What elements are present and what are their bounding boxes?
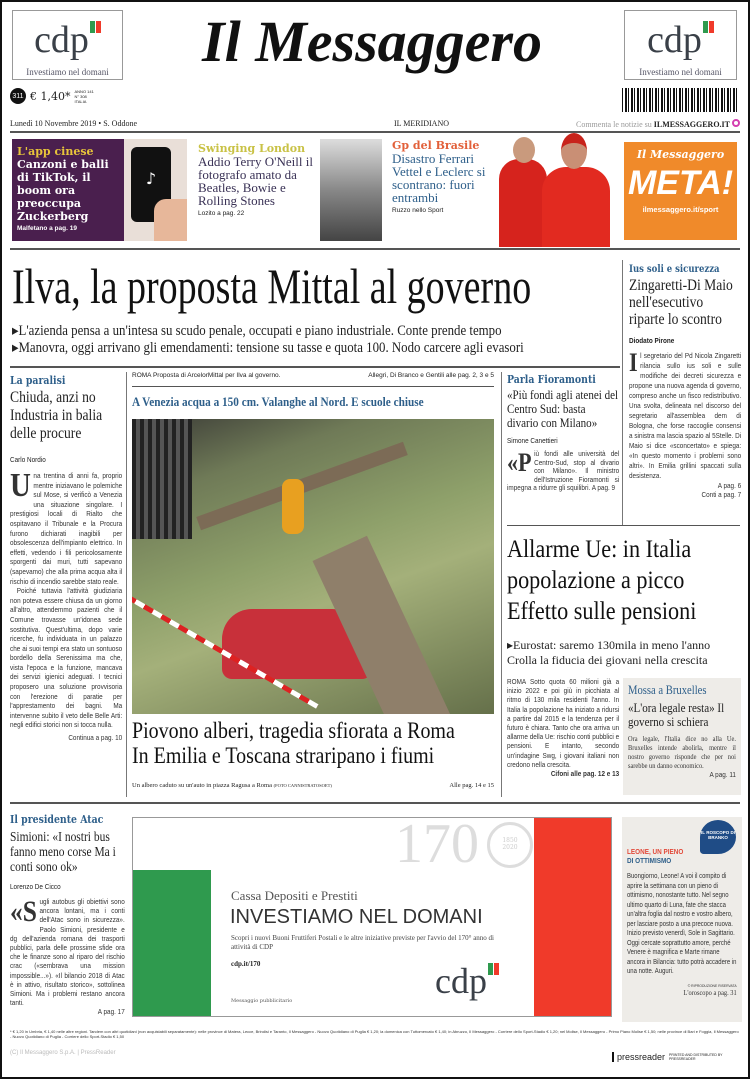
ferrari-drivers-photo (497, 133, 612, 247)
article-author: Diodato Pirone (629, 336, 675, 345)
article-kicker: Mossa a Bruxelles (628, 683, 707, 697)
lead-bullet: ▸L'azienda pensa a un'intesa su scudo penale, occupati e piano industriale. Conte prende tempo (12, 323, 502, 339)
article-bruxelles[interactable] (623, 678, 741, 795)
article-kicker: Il presidente Atac (10, 813, 104, 826)
pressreader-note: PRINTED AND DISTRIBUTED BY PRESSREADER (669, 1053, 723, 1061)
article-fioramonti[interactable] (507, 373, 619, 493)
center-kicker[interactable]: A Venezia acqua a 150 cm. Valanghe al Nord. E scuole chiuse (132, 395, 424, 409)
photo-credit: (FOTO CANNISTRATOSOET) (273, 783, 332, 788)
ad-red-band (534, 818, 611, 1017)
article-body: l segretario del Pd Nicola Zingaretti rilancia sullo ius soli e sulle modifiche dei decreti sicurezza e propone una nuova agenda di governo, compreso anche un fisco redistributivo. Una svolta, delineata nel discorso del segretario all'assemblea dem di Bologna, che forse raccoglie consensi a sinistra ma lascia spazio al 5Stelle. Di Maio si dice «sconcertato» e spiega: «In questo momento i problemi sono altri». In Emilia grillini spaccati sulla desistenza. (629, 351, 742, 480)
lead-bullets (12, 323, 524, 357)
subhead: Eurostat: saremo 130mila in meno l'anno (513, 638, 711, 652)
teaser-tiktok[interactable] (12, 139, 124, 241)
ad-170: 170 (395, 817, 479, 875)
ad-org: Cassa Depositi e Prestiti (231, 888, 358, 903)
ad-cdp-logo: cdp (435, 961, 487, 1001)
dropcap: «S (10, 895, 37, 928)
branko-badge: IL ROSCOPO DI BRANKO (700, 820, 736, 854)
cdp-ad-right[interactable] (624, 10, 737, 80)
horoscope-kicker: LEONE, UN PIENO DI OTTIMISMO (627, 847, 684, 865)
comment-link[interactable]: Commenta le notizie su ILMESSAGGERO.IT (576, 119, 740, 129)
ad-tagline: Investiamo nel domani (26, 67, 109, 77)
cdp-advertisement[interactable] (132, 817, 612, 1017)
dropcap: «P (507, 448, 532, 477)
dropcap: I (629, 348, 638, 377)
teaser-meta-sport[interactable] (624, 142, 737, 240)
price-block (10, 88, 97, 104)
comment-icon (732, 119, 740, 127)
article-headline: «Più fondi agli atenei del Centro Sud: basta divario con Milano» (507, 387, 619, 430)
cdp-ad-left[interactable] (12, 10, 123, 80)
topline-right: Allegri, Di Branco e Gentili alle pag. 2, 3 e 5 (368, 372, 494, 379)
teaser-kicker: Gp del Brasile (392, 139, 480, 152)
article-allarme-body[interactable] (507, 677, 619, 778)
article-body: na trentina di anni fa, proprio mentre iniziavano le polemiche sul Mose, si verificò a Venezia una situazione singolare. I prestigiosi locali di Rialto che ospitavano il Tribunale e la Procura furono dichiarati inagibili per obsolescenza dell'impianto elettrico. In effetti, vedendo i fili pericolosamente sporgenti dai muri, tutti sapevano (sapevamo) che alla prima acqua alta il rischio di incendio sarebbe stato reale. (10, 471, 123, 586)
article-headline: «L'ora legale resta» Il governo si schiera (628, 700, 725, 729)
caption-text: Un albero caduto su un'auto in piazza Ragusa a Roma (132, 782, 272, 789)
horoscope-box[interactable] (622, 817, 742, 1022)
price: € 1,40* (30, 89, 71, 103)
ad-text: Scopri i nuovi Buoni Fruttiferi Postali e le altre iniziative previste per l'avvio del 170° anno di attività di CDP (231, 934, 495, 951)
center-headline[interactable] (132, 719, 455, 769)
barcode (622, 88, 737, 112)
article-headline: Simioni: «I nostri bus fanno meno corse Ma i conti sono ok» (10, 829, 116, 874)
article-kicker: La paralisi (10, 374, 66, 387)
teaser-brand: Il Messaggero (636, 148, 725, 161)
article-ref: Conti a pag. 7 (701, 490, 742, 499)
fallen-tree-photo (132, 419, 494, 714)
section-label: IL MERIDIANO (393, 119, 450, 128)
article-ref: A pag. 17 (97, 1007, 125, 1017)
pressreader-logo: pressreader (612, 1052, 665, 1062)
dropcap: U (10, 467, 31, 504)
article-author: Lorenzo De Cicco (10, 882, 61, 891)
cdp-logo: cdp (647, 19, 702, 61)
teaser-ref: Malfetano a pag. 19 (17, 225, 77, 232)
ad-green-band (133, 870, 211, 1017)
article-ref: Cifoni alle pag. 12 e 13 (550, 769, 620, 779)
allarme-subheads: ▸Eurostat: saremo 130mila in meno l'anno Crolla la fiducia dei giovani nella crescita (507, 638, 711, 667)
terry-oneill-photo (320, 139, 382, 241)
teaser-headline: Canzoni e balli di TikTok, il boom ora preoccupa Zuckerberg (17, 158, 109, 223)
price-note: ANNO 141 N° 308 ITALIA (74, 88, 94, 104)
article-headline: Chiuda, anzi no Industria in balia delle procure (10, 389, 103, 442)
article-ref: Continua a pag. 10 (68, 733, 123, 743)
teaser-ref: Ruzzo nello Sport (392, 207, 444, 214)
caption-ref: Alle pag. 14 e 15 (449, 782, 494, 789)
site-link[interactable]: ILMESSAGGERO.IT (653, 120, 730, 129)
teaser-kicker: L'app cinese (17, 145, 94, 158)
article-author: Simone Canettieri (507, 436, 558, 445)
ad-disclaimer: Messaggio pubblicitario (231, 998, 293, 1004)
ad-url[interactable]: cdp.it/170 (231, 960, 261, 968)
article-body: Poiché tuttavia l'attività giudiziaria non poteva essere chiusa da un giorno all'altro, attendemmo pazienti che il Comune trovasse un'idonea sede sostitutiva. Quest'ultima, dopo varie ricerche, fu individuata in un palazzo che ai suoi tempi era stato un sontuoso bordello della Serenissima ma che, vista l'epoca e la funzione, mancava dei servizi igienici adeguati. I tecnici proposero una soluzione provvisoria con l'erezione di paratie per l'apprestamento dei bagni. Ma intervenne subito il veto delle Belle Arti: negli edifici storici non si tocca nulla. (10, 586, 123, 730)
subhead: Crolla la fiducia dei giovani nella crescita (507, 653, 708, 667)
issue-badge: 311 (10, 88, 26, 104)
article-paralisi[interactable] (10, 374, 122, 742)
teaser-kicker: Swinging London (198, 142, 306, 155)
article-kicker: Parla Fioramonti (507, 373, 596, 386)
horoscope-ref: L'oroscopo a pag. 31 (683, 987, 737, 997)
article-body: Ora legale, l'Italia dice no alla Ue. Bruxelles intende abolirla, mentre il nostro governo risponde che per noi sarebbe un danno economico. (628, 734, 736, 770)
teaser-headline: META! (627, 164, 734, 202)
headline-line: In Emilia e Toscana straripano i fiumi (132, 743, 435, 769)
lead-headline[interactable]: Ilva, la proposta Mittal al governo (12, 258, 532, 314)
article-body: ugli autobus gli obiettivi sono ancora lontani, ma i conti dell'Atac sono in sicurezza». Paolo Simioni, presidente e dg dell'azienda romana dei trasporti pubblici, parla delle prossime sfide ora che le finanze sono al riparo del rischio crac («sembrava una mission impossible...»). «Il bilancio 2018 di Atac è in attivo, risultato storico», sottolinea Simioni. Ma i problemi restano ancora tanti. (10, 897, 125, 1008)
headline-line: Piovono alberi, tragedia sfiorata a Roma (132, 718, 455, 744)
topline-left: ROMA Proposta di ArcelorMittal per Ilva al governo. (132, 372, 281, 379)
date: Lunedì 10 Novembre 2019 • S. Oddone (10, 119, 138, 128)
ad-slogan: INVESTIAMO NEL DOMANI (230, 906, 483, 928)
masthead-title: Il Messaggero (202, 9, 542, 74)
teaser-headline: Addio Terry O'Neill il fotografo amato da Beatles, Bowie e Rolling Stones (198, 154, 313, 208)
article-ref: A pag. 6 (717, 481, 742, 490)
teaser-london[interactable] (198, 142, 316, 217)
ad-tagline: Investiamo nel domani (639, 67, 722, 77)
horoscope-body: Buongiorno, Leone! A voi il compito di aprire la settimana con un pieno di ottimismo, nonostante tutto. Nel segno ultimo quarto di Luna, fate che stacca un'altra foglia dal nostro e vostro albero, per lasciare posto a una precoce nuova. Inizio previsto venerdì, Sole in Sagittario. Oggi cercate soprattutto amore, perché Venere è magnifica e Marte rimane ancora in Bilancia: tutto potrà accadere in una notte. Auguri. (627, 873, 737, 975)
tiktok-phone-image: ♪ (124, 139, 187, 241)
footer-copyright: (C) Il Messaggero S.p.A. | PressReader (10, 1050, 116, 1056)
article-ref: A pag. 9 (591, 483, 616, 492)
article-atac[interactable] (10, 813, 125, 1016)
article-ref: A pag. 11 (709, 770, 736, 779)
article-author: Carlo Nordio (10, 455, 46, 464)
teaser-headline: Disastro Ferrari Vettel e Leclerc si scontrano: fuori entrambi (392, 151, 486, 205)
pressreader-badge[interactable] (612, 1052, 724, 1062)
ad-years: 1850 2020 (487, 822, 533, 868)
article-kicker: Ius soli e sicurezza (629, 264, 720, 275)
dateline (10, 119, 740, 129)
footer-fineprint: * € 1,20 in Umbria, € 1,40 nelle altre regioni. Tandem con altri quotidiani (non acquistabili separatamente): nelle province di Matera, Lecce, Brindisi e Taranto, Il Messaggero - Nuovo Quotidiano di Puglia € 1,20; la domenica con Tuttomercato € 1,40; in Abruzzo, Il Messaggero - Corriere dello Sport-Stadio € 1,20; nel Molise, Il Messaggero - Primo Piano Molise € 1,50; nelle province di Bari e Foggia, Il Messaggero - Nuovo Quotidiano di Puglia - Corriere dello Sport-Stadio € 1,50 (10, 1029, 739, 1039)
article-headline: Zingaretti-Di Maio nell'esecutivo riparte lo scontro (629, 277, 733, 328)
horoscope-credit: © RIPRODUZIONE RISERVATA (687, 982, 737, 988)
allarme-headline[interactable]: Allarme Ue: in Italia popolazione a picco Effetto sulle pensioni (507, 534, 697, 625)
photo-caption (132, 782, 494, 789)
teaser-ref: Lozito a pag. 22 (198, 210, 245, 217)
teaser-link[interactable]: ilmessaggero.it/sport (642, 205, 719, 214)
article-body: iù fondi alle università del Centro-Sud, stop al divario con Milano». Il ministro dell'Istruzione Fioramonti si impegna a ridurre gli squilibri. (507, 449, 620, 492)
cdp-logo: cdp (34, 19, 89, 61)
article-body: ROMA Sotto quota 60 milioni già a inizio 2022 e poi giù in picchiata al ritmo di 130 mila residenti l'anno. In Italia la popolazione ha iniziato a ridursi a partire dal 2015 e la tendenza per il futuro è chiara. Tanto che ora arriva un allarme della Ue: rischio conti pubblici e pensioni. E intanto, secondo un'indagine Swg, i giovani italiani non credono nella crescita. (507, 677, 620, 769)
center-topline (132, 372, 494, 379)
lead-bullet: ▸Manovra, oggi arrivano gli emendamenti: tensione su tasse e quota 100. Nodo carcere agli evasori (12, 340, 524, 356)
teaser-brasile[interactable] (392, 139, 494, 214)
article-ius-soli[interactable] (629, 264, 741, 499)
